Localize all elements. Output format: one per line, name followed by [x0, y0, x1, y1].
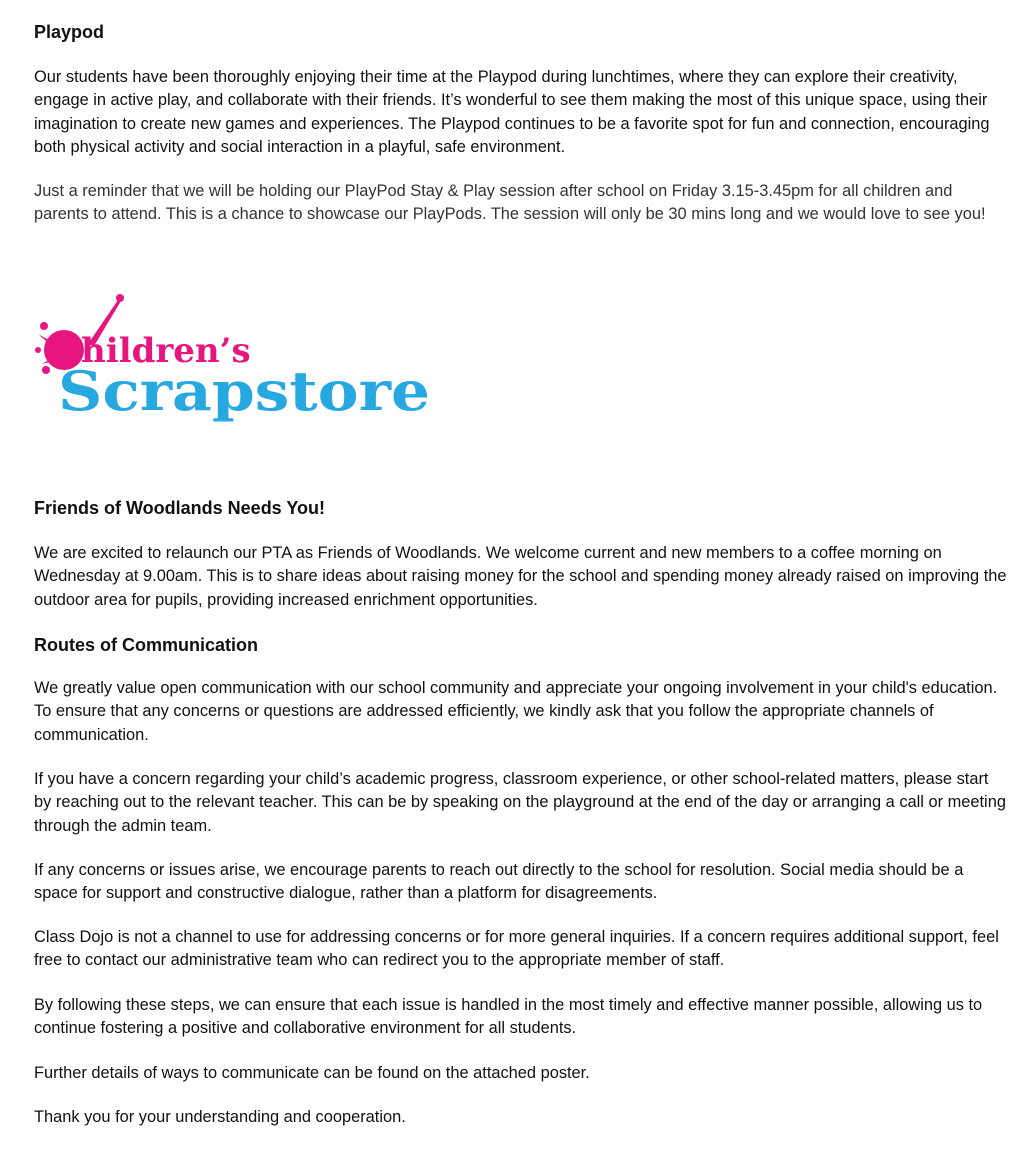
friends-heading: Friends of Woodlands Needs You! [34, 498, 326, 518]
routes-paragraph-4: Class Dojo is not a channel to use for addressing concerns or for more general inquiries. If a concern requires additional support, feel free to contact our administrative team who can redirect you to the appropriate member of staff. [34, 928, 999, 970]
childrens-scrapstore-logo [34, 288, 444, 428]
routes-paragraph-6: Further details of ways to communicate can be found on the attached poster. [34, 1064, 590, 1082]
playpod-heading: Playpod [34, 22, 105, 42]
logo-graphic [34, 288, 444, 428]
routes-paragraph-3: If any concerns or issues arise, we encourage parents to reach out directly to the school for resolution. Social media should be a space for support and constructive dialogue, rather than a platform for disagreements. [34, 861, 964, 903]
routes-paragraph-5: By following these steps, we can ensure that each issue is handled in the most timely and effective manner possible, allowing us to continue fostering a positive and collaborative environment for all students. [34, 996, 983, 1038]
logo-line-1: Children’s [54, 331, 251, 371]
routes-paragraph-2: If you have a concern regarding your child’s academic progress, classroom experience, or other school-related matters, please start by reaching out to the relevant teacher. This can be by speaking on the playground at the end of the day or arranging a call or meeting through the admin team. [34, 770, 1006, 835]
routes-heading: Routes of Communication [34, 635, 258, 655]
logo-line-2: Scrapstore [58, 359, 430, 423]
playpod-paragraph-2: Just a reminder that we will be holding our PlayPod Stay & Play session after school on Friday 3.15-3.45pm for all children and parents to attend. This is a chance to showcase our PlayPods. The session will only be 30 mins long and we would love to see you! [34, 182, 986, 224]
friends-paragraph-1: We are excited to relaunch our PTA as Friends of Woodlands. We welcome current and new members to a coffee morning on Wednesday at 9.00am. This is to share ideas about raising money for the school and spending money already raised on improving the outdoor area for pupils, providing increased enrichment opportunities. [34, 544, 1007, 609]
routes-paragraph-7: Thank you for your understanding and cooperation. [34, 1108, 406, 1126]
routes-paragraph-1: We greatly value open communication with our school community and appreciate your ongoing involvement in your child's education. To ensure that any concerns or questions are addressed efficiently, we kindly ask that you follow the appropriate channels of communication. [34, 679, 998, 744]
playpod-paragraph-1: Our students have been thoroughly enjoying their time at the Playpod during lunchtimes, where they can explore their creativity, engage in active play, and collaborate with their friends. It’s wonderful to see them making the most of this unique space, using their imagination to create new games and experiences. The Playpod continues to be a favorite spot for fun and connection, encouraging both physical activity and social interaction in a playful, safe environment. [34, 68, 990, 157]
